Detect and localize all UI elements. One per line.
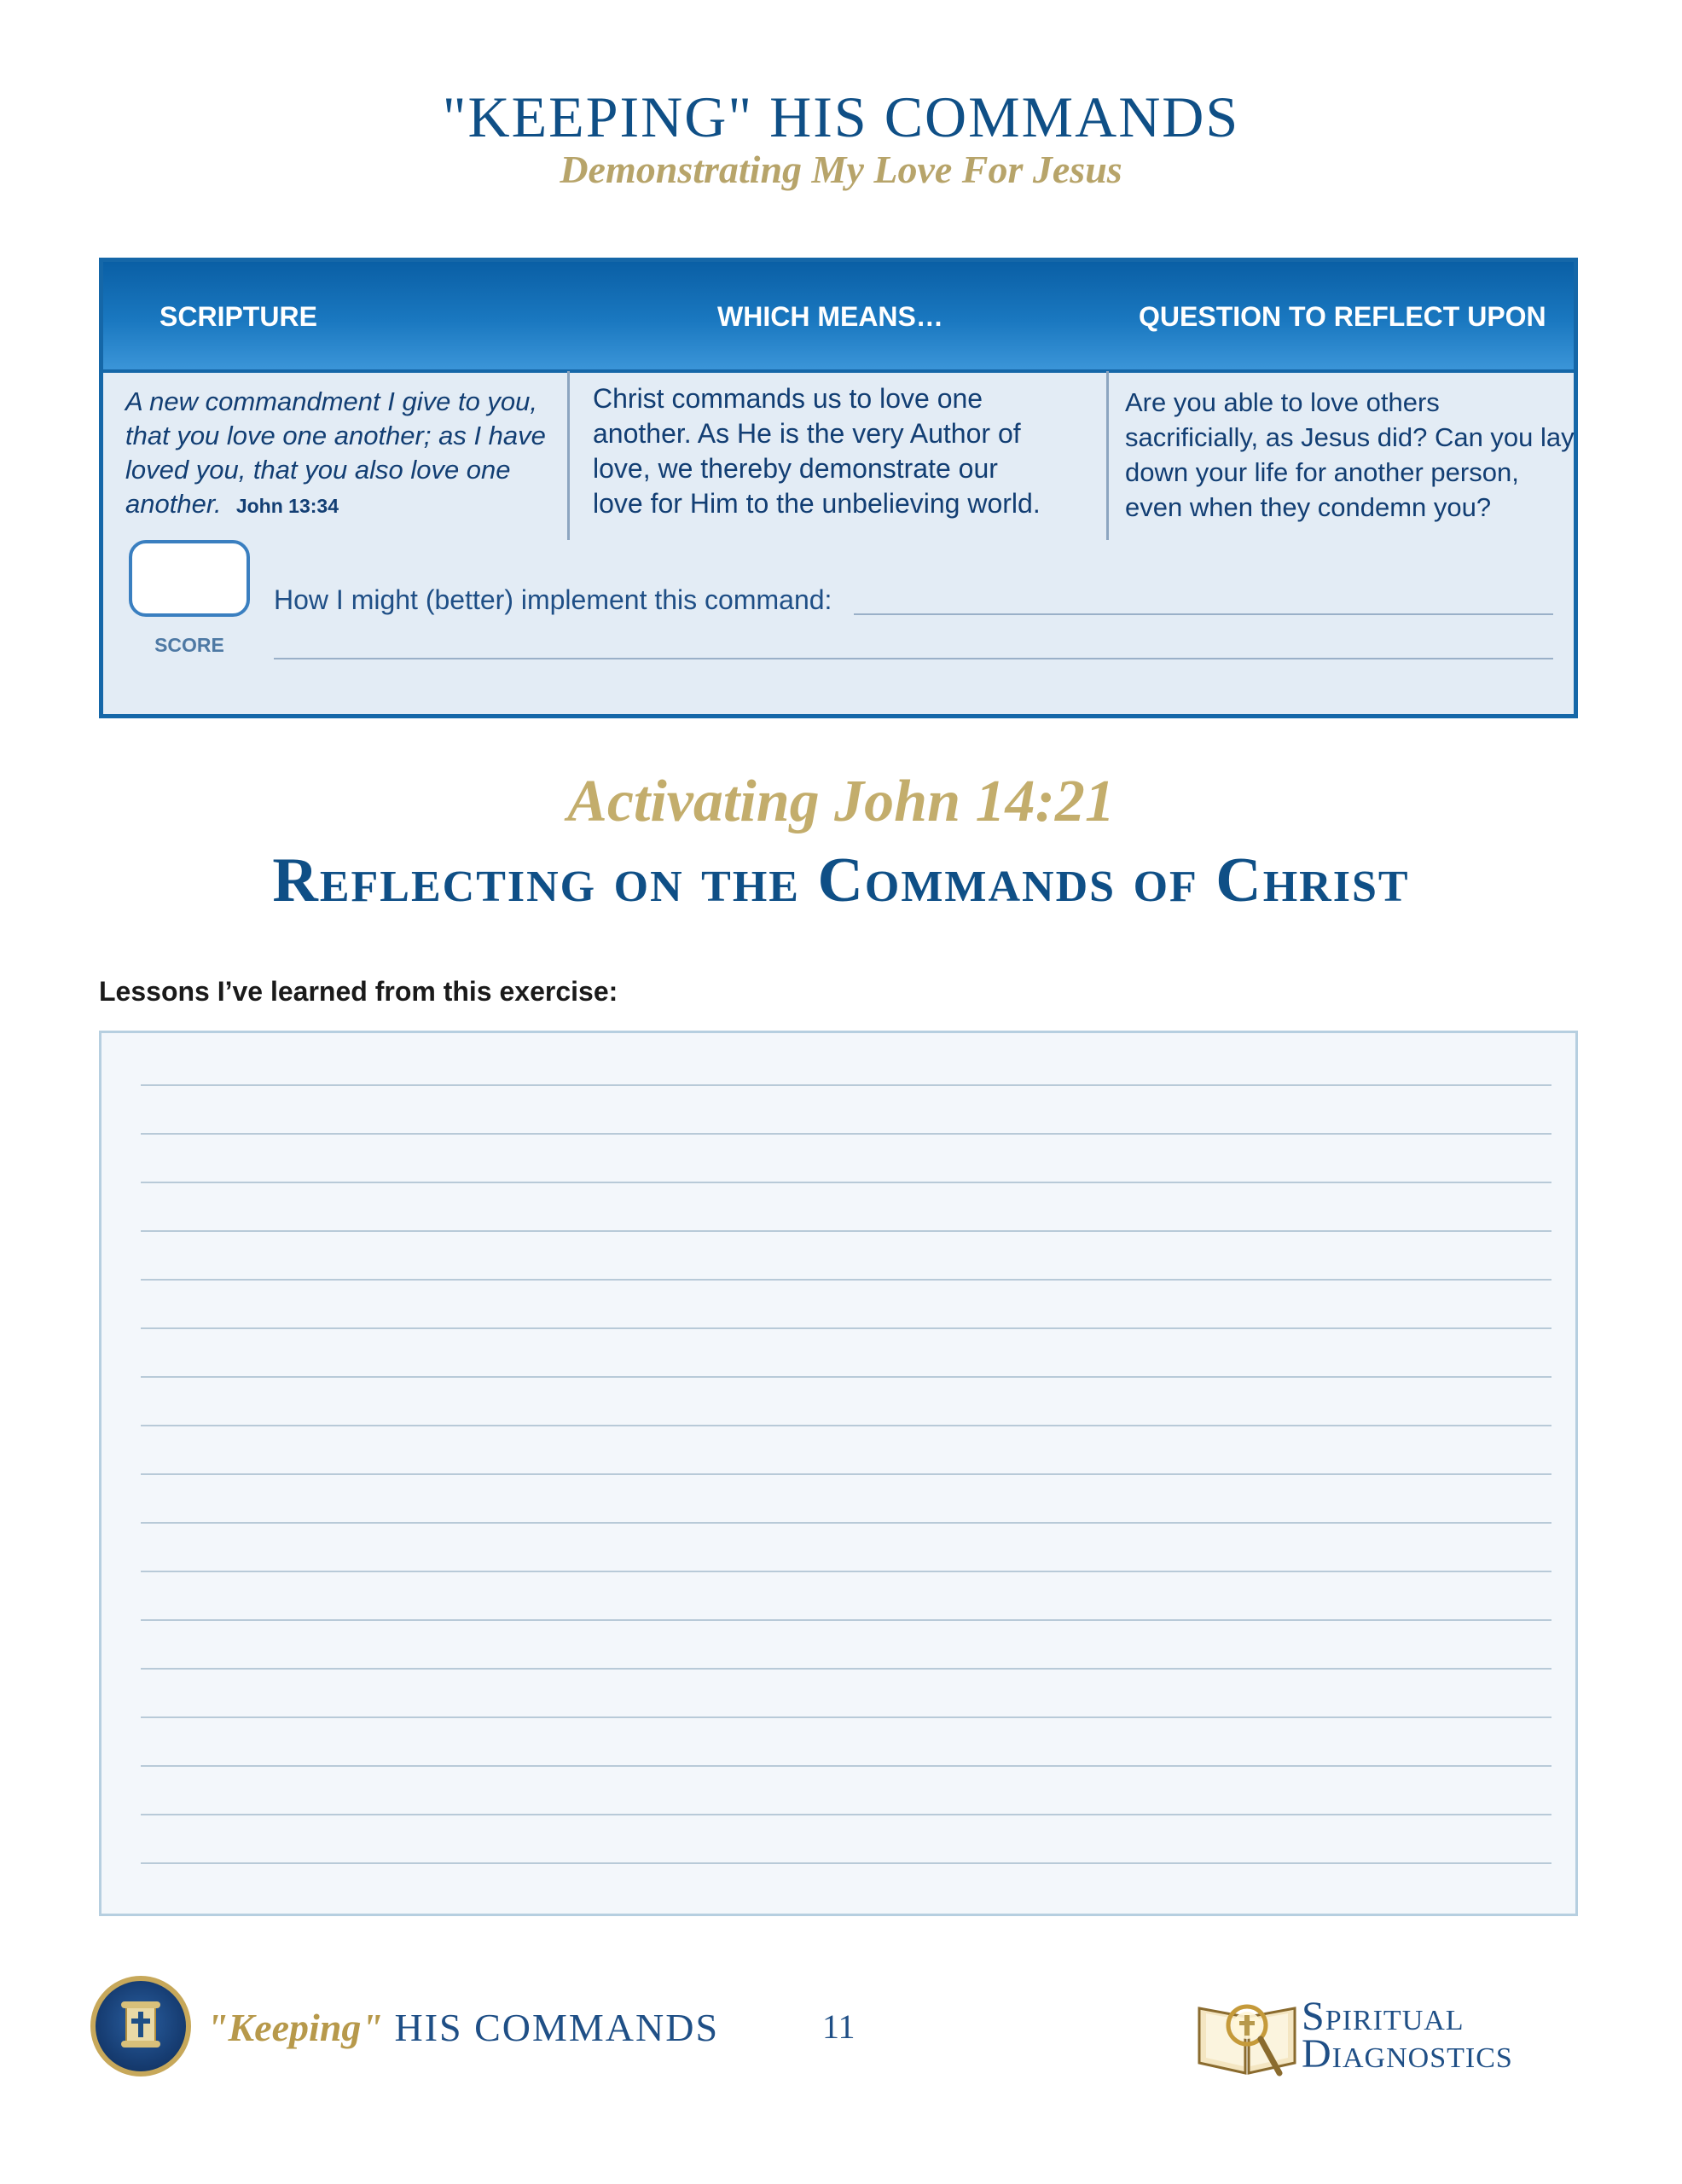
footer-brand-keeping: "Keeping" bbox=[206, 2006, 383, 2049]
meaning-line: love, we thereby demonstrate our bbox=[593, 453, 998, 484]
implement-writing-line[interactable] bbox=[854, 613, 1553, 615]
column-head-question: QUESTION TO REFLECT UPON bbox=[1139, 301, 1546, 332]
scripture-line: loved you, that you also love one bbox=[125, 455, 511, 485]
meaning-line: love for Him to the unbelieving world. bbox=[593, 488, 1041, 519]
footer-brand-rest: HIS COMMANDS bbox=[394, 2006, 720, 2049]
logo-line-1: Spiritual bbox=[1302, 1994, 1464, 2039]
lessons-ruled-line[interactable] bbox=[141, 1814, 1552, 1815]
scripture-line-text: another. bbox=[125, 489, 222, 519]
reflecting-heading: Reflecting on the Commands of Christ bbox=[272, 845, 1410, 915]
lessons-writing-area[interactable] bbox=[99, 1031, 1578, 1916]
lessons-ruled-line[interactable] bbox=[141, 1425, 1552, 1426]
page-subtitle: Demonstrating My Love For Jesus bbox=[560, 148, 1122, 191]
lessons-ruled-line[interactable] bbox=[141, 1133, 1552, 1135]
scripture-line: A new commandment I give to you, bbox=[125, 386, 538, 416]
implement-label: How I might (better) implement this command: bbox=[274, 584, 832, 615]
spiritual-diagnostics-logo-text bbox=[1302, 1994, 1513, 2077]
column-head-which-means: WHICH MEANS… bbox=[717, 301, 943, 332]
lessons-ruled-line[interactable] bbox=[141, 1522, 1552, 1524]
meaning-line: another. As He is the very Author of bbox=[593, 418, 1021, 449]
score-label: SCORE bbox=[154, 634, 224, 656]
scripture-reference: John 13:34 bbox=[235, 495, 339, 517]
question-line: even when they condemn you? bbox=[1125, 492, 1492, 522]
activating-heading: Activating John 14:21 bbox=[567, 769, 1115, 834]
lessons-ruled-line[interactable] bbox=[141, 1619, 1552, 1621]
page-title: "KEEPING" HIS COMMANDS bbox=[442, 84, 1240, 149]
question-line: sacrificially, as Jesus did? Can you lay bbox=[1125, 422, 1575, 452]
meaning-cell bbox=[593, 381, 1096, 521]
score-input-box[interactable] bbox=[129, 540, 250, 617]
lessons-ruled-line[interactable] bbox=[141, 1279, 1552, 1281]
lessons-ruled-line[interactable] bbox=[141, 1084, 1552, 1086]
logo-line-2: Diagnostics bbox=[1302, 2031, 1513, 2077]
column-divider bbox=[1106, 371, 1109, 540]
command-table bbox=[99, 258, 1578, 718]
implement-writing-line[interactable] bbox=[274, 658, 1553, 659]
column-head-scripture: SCRIPTURE bbox=[160, 301, 317, 332]
question-line: Are you able to love others bbox=[1125, 387, 1440, 417]
scripture-line: that you love one another; as I have bbox=[125, 421, 546, 450]
lessons-ruled-line[interactable] bbox=[141, 1571, 1552, 1572]
command-table-header bbox=[103, 262, 1574, 373]
footer-brand bbox=[206, 2005, 719, 2050]
lessons-ruled-line[interactable] bbox=[141, 1182, 1552, 1183]
page-number: 11 bbox=[822, 2007, 856, 2046]
lessons-ruled-line[interactable] bbox=[141, 1668, 1552, 1670]
lessons-ruled-line[interactable] bbox=[141, 1473, 1552, 1475]
lessons-ruled-line[interactable] bbox=[141, 1327, 1552, 1329]
lessons-ruled-line[interactable] bbox=[141, 1716, 1552, 1718]
lessons-ruled-line[interactable] bbox=[141, 1862, 1552, 1864]
meaning-line: Christ commands us to love one bbox=[593, 383, 983, 414]
lessons-label: Lessons I’ve learned from this exercise: bbox=[99, 976, 618, 1007]
column-divider bbox=[567, 371, 570, 540]
lessons-ruled-line[interactable] bbox=[141, 1376, 1552, 1378]
scripture-cell bbox=[125, 385, 552, 523]
open-book-icon bbox=[1194, 1991, 1300, 2080]
scripture-line bbox=[125, 487, 552, 523]
question-cell bbox=[1125, 385, 1577, 525]
keeping-emblem-icon bbox=[90, 1976, 191, 2077]
lessons-ruled-line[interactable] bbox=[141, 1765, 1552, 1767]
question-line: down your life for another person, bbox=[1125, 457, 1519, 487]
lessons-ruled-line[interactable] bbox=[141, 1230, 1552, 1232]
